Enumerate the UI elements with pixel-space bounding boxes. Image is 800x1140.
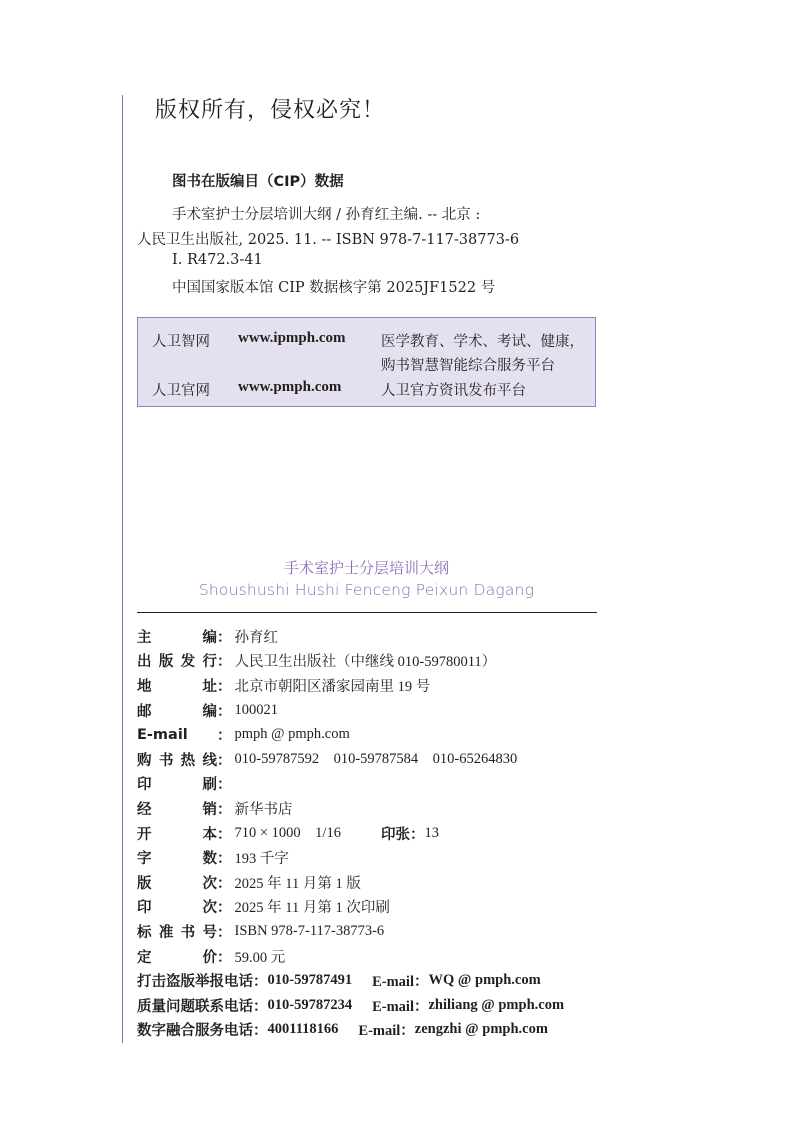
website-info-box [137, 317, 596, 407]
cip-line-3: Ⅰ. R472.3-41 [172, 252, 263, 268]
detail-row: 印次 ： 2025 年 11 月第 1 次印刷 [137, 900, 390, 917]
publication-details [137, 624, 737, 1042]
copyright-notice: 版权所有，侵权必究！ [155, 98, 386, 123]
cip-line-4: 中国国家版本馆 CIP 数据核字第 2025JF1522 号 [172, 280, 496, 296]
detail-row: 开本 ： 710 × 1000 1/16 印张： 13 [137, 824, 439, 843]
info-name-ipmph: 人卫智网 [152, 334, 210, 350]
title-divider [137, 612, 597, 613]
book-title-chinese: 手术室护士分层培训大纲 [283, 559, 449, 577]
detail-row: 定价 ： 59.00 元 [137, 949, 286, 966]
cip-line-2: 人民卫生出版社, 2025. 11. -- ISBN 978-7-117-38773-6 [137, 232, 520, 248]
detail-row: 邮编 ： 100021 [137, 701, 278, 720]
info-desc-pmph: 人卫官方资讯发布平台 [381, 383, 526, 399]
detail-row: 版次 ： 2025 年 11 月第 1 版 [137, 875, 361, 892]
info-name-pmph: 人卫官网 [152, 383, 210, 399]
info-desc-ipmph-1: 医学教育、学术、考试、健康， [381, 334, 584, 350]
detail-row: 字数 ： 193 千字 [137, 851, 289, 868]
detail-row: E-mail ： pmph @ pmph.com [137, 726, 350, 745]
detail-row: 地址 ： 北京市朝阳区潘家园南里 19 号 [137, 678, 431, 695]
detail-row: 标准书号 ： ISBN 978-7-117-38773-6 [137, 922, 385, 941]
detail-row: 经销 ： 新华书店 [137, 801, 293, 818]
cip-heading: 图书在版编目（CIP）数据 [172, 174, 344, 190]
detail-row: 主编 ： 孙育红 [137, 629, 278, 646]
cip-line-1: 手术室护士分层培训大纲 / 孙育红主编. -- 北京 : [172, 207, 481, 223]
contact-row: 数字融合服务电话： 4001118166 E-mail： zengzhi @ pmph.com [137, 1021, 548, 1040]
info-link-ipmph[interactable]: www.ipmph.com [238, 330, 346, 346]
contact-row: 质量问题联系电话： 010-59787234 E-mail： zhiliang @ pmph.com [137, 996, 565, 1015]
contact-row: 打击盗版举报电话： 010-59787491 E-mail： WQ @ pmph.com [137, 972, 541, 991]
info-desc-ipmph-2: 购书智慧智能综合服务平台 [381, 358, 555, 374]
book-title-pinyin: Shoushushi Hushi Fenceng Peixun Dagang [198, 581, 535, 599]
detail-row: 出版发行 ： 人民卫生出版社（中继线 010-59780011） [137, 654, 497, 671]
detail-row: 印刷 ： [137, 777, 232, 794]
detail-row: 购书热线 ： 010-59787592 010-59787584 010-65264830 [137, 750, 518, 769]
info-link-pmph[interactable]: www.pmph.com [238, 379, 342, 395]
